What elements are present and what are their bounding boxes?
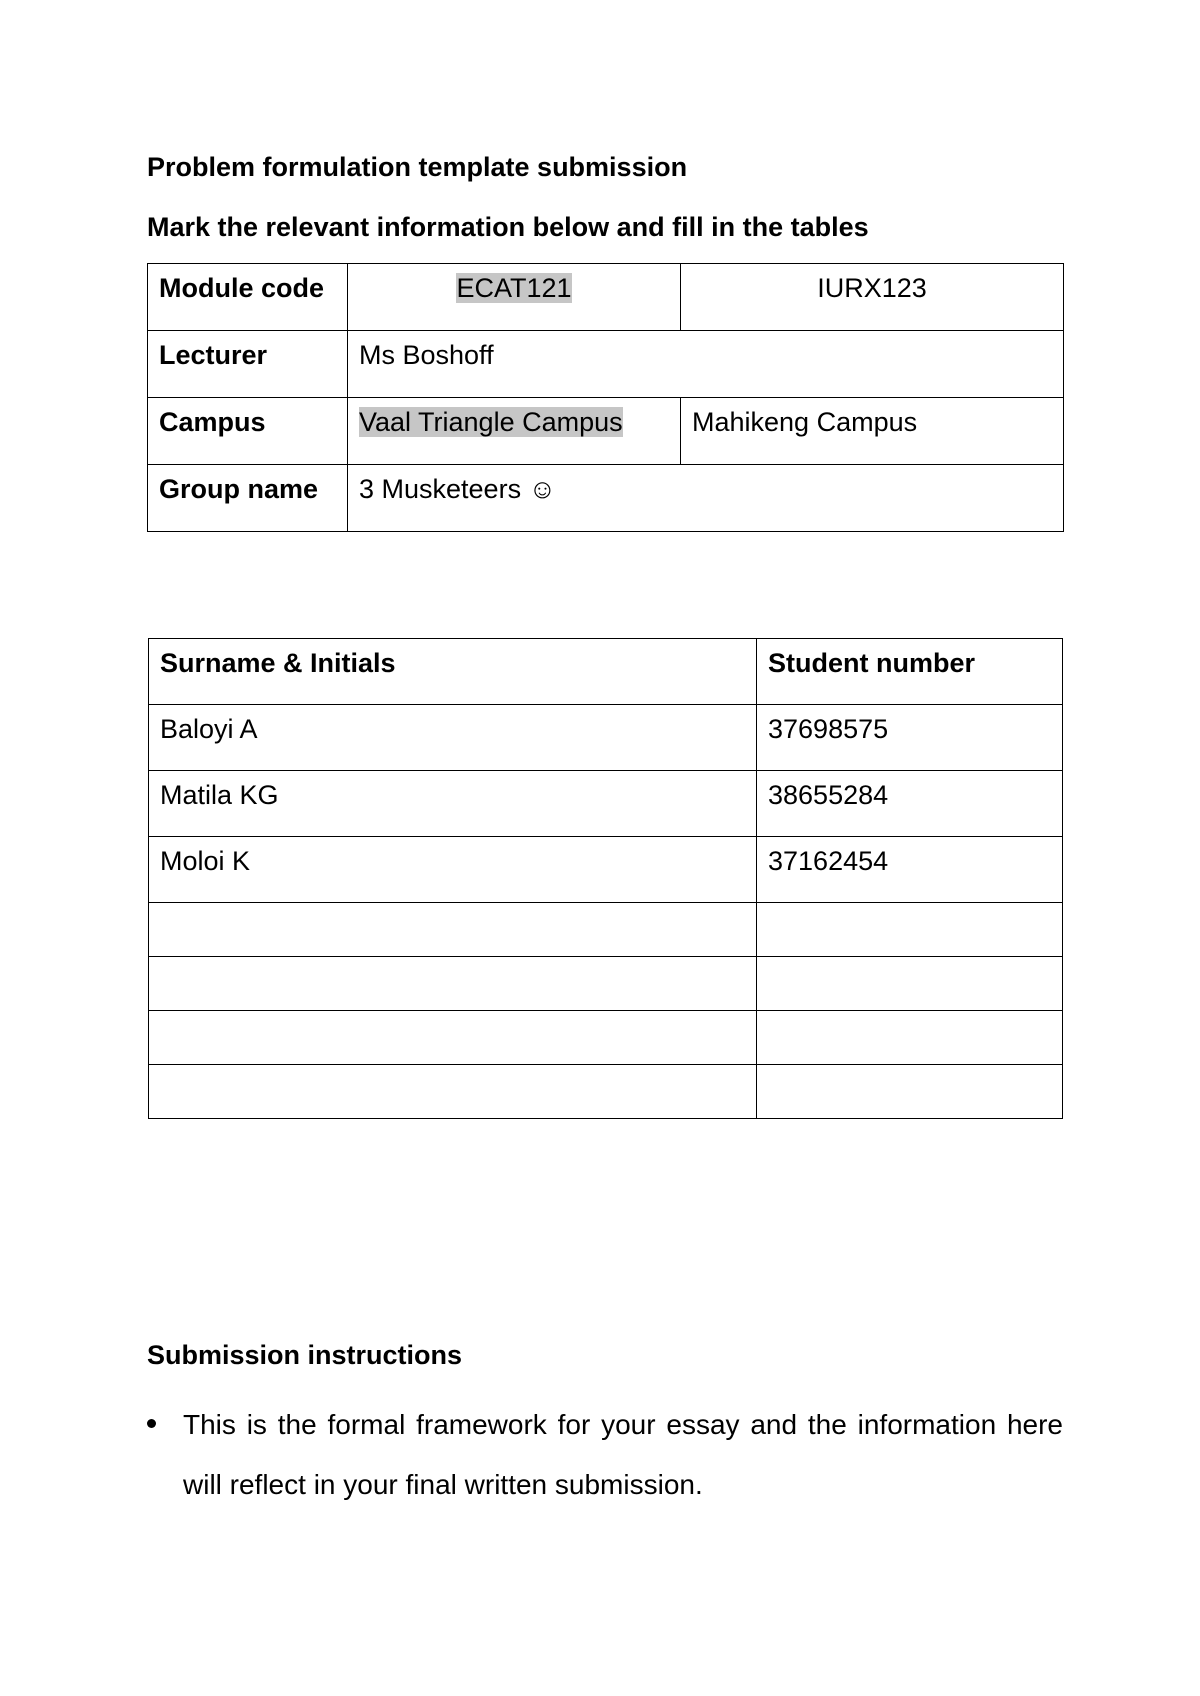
table-row (149, 771, 1063, 837)
surname-initials-header: Surname & Initials (149, 639, 757, 705)
lecturer-row (148, 331, 1064, 398)
surname-initials-cell[interactable]: Moloi K (149, 837, 757, 903)
module-code-row (148, 264, 1064, 331)
surname-initials-cell[interactable]: Matila KG (149, 771, 757, 837)
group-name-label: Group name (148, 465, 348, 532)
submission-instructions-heading: Submission instructions (147, 1340, 463, 1370)
students-table-header-row (149, 639, 1063, 705)
student-number-cell[interactable]: 37162454 (757, 837, 1063, 903)
module-code-option-cell[interactable] (681, 264, 1064, 331)
campus-row (148, 398, 1064, 465)
student-number-cell[interactable] (757, 1011, 1063, 1065)
student-number-cell[interactable] (757, 903, 1063, 957)
campus-label: Campus (148, 398, 348, 465)
student-number-cell[interactable]: 37698575 (757, 705, 1063, 771)
campus-option-cell[interactable] (348, 398, 681, 465)
module-code-option-selected[interactable]: ECAT121 (456, 273, 572, 303)
lecturer-value[interactable]: Ms Boshoff (348, 331, 1064, 398)
table-row (149, 705, 1063, 771)
module-code-option[interactable]: IURX123 (817, 273, 927, 303)
module-code-label: Module code (148, 264, 348, 331)
document-instruction: Mark the relevant information below and fill in the tables (147, 212, 869, 242)
table-row (149, 1011, 1063, 1065)
list-item (147, 1395, 1063, 1515)
students-table (148, 638, 1063, 1119)
table-row (149, 957, 1063, 1011)
student-number-header: Student number (757, 639, 1063, 705)
surname-initials-cell[interactable]: Baloyi A (149, 705, 757, 771)
surname-initials-cell[interactable] (149, 1011, 757, 1065)
student-number-cell[interactable]: 38655284 (757, 771, 1063, 837)
surname-initials-cell[interactable] (149, 1065, 757, 1119)
document-title: Problem formulation template submission (147, 152, 688, 182)
surname-initials-cell[interactable] (149, 957, 757, 1011)
group-name-row (148, 465, 1064, 532)
lecturer-label: Lecturer (148, 331, 348, 398)
campus-option-cell[interactable] (681, 398, 1064, 465)
group-name-value[interactable]: 3 Musketeers ☺ (348, 465, 1064, 532)
surname-initials-cell[interactable] (149, 903, 757, 957)
bullet-icon (147, 1419, 156, 1428)
student-number-cell[interactable] (757, 1065, 1063, 1119)
bullet-text: This is the formal framework for your essay and the information here will reflect in your final written submission. (183, 1409, 1063, 1500)
campus-option[interactable]: Mahikeng Campus (692, 407, 918, 437)
table-row (149, 837, 1063, 903)
student-number-cell[interactable] (757, 957, 1063, 1011)
module-info-table (147, 263, 1064, 532)
module-code-option-cell[interactable] (348, 264, 681, 331)
campus-option-selected[interactable]: Vaal Triangle Campus (359, 407, 623, 437)
table-row (149, 903, 1063, 957)
table-row (149, 1065, 1063, 1119)
